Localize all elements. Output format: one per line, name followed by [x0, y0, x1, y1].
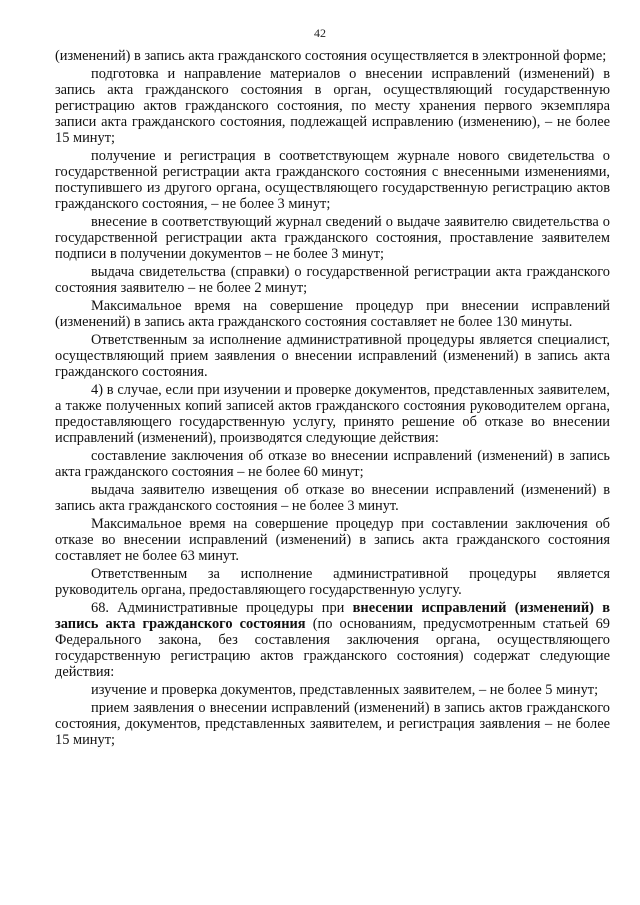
paragraph: Максимальное время на совершение процедур при внесении исправлений (изменений) в запись акта гражданского состояния составляет не более 130 минуты. — [55, 298, 610, 330]
paragraph: подготовка и направление материалов о внесении исправлений (изменений) в запись акта гражданского состояния в орган, осуществляющий государственную регистрацию актов гражданского состояния, по месту хранения первого экземпляра записи акта гражданского состояния, подлежащей исправлению (изменению), – не более 15 минут; — [55, 66, 610, 146]
paragraph: (изменений) в запись акта гражданского состояния осуществляется в электронной форме; — [55, 48, 607, 64]
paragraph: выдача свидетельства (справки) о государственной регистрации акта гражданского состояния заявителю – не более 2 минут; — [55, 264, 610, 296]
paragraph-68 — [55, 600, 610, 680]
paragraph-68-bold: внесении исправлений (изменений) в запись акта гражданского состояния — [55, 600, 610, 632]
page-number: 42 — [314, 26, 326, 40]
paragraph: 4) в случае, если при изучении и проверке документов, представленных заявителем, а также полученных копий записей актов гражданского состояния руководителем органа, предоставляющего государственную услугу, принято решение об отказе во внесении исправлений (изменений), производятся следующие действия: — [55, 382, 610, 446]
paragraph-68-prefix: 68. Административные процедуры при — [91, 600, 353, 616]
paragraph-68-suffix: (по основаниям, предусмотренным статьей 69 Федерального закона, без составления заключения органа, осуществляющего государственную регистрацию актов гражданского состояния) содержат следующие действия: — [55, 616, 610, 680]
paragraph: составление заключения об отказе во внесении исправлений (изменений) в запись акта гражданского состояния – не более 60 минут; — [55, 448, 610, 480]
paragraph: внесение в соответствующий журнал сведений о выдаче заявителю свидетельства о государственной регистрации акта гражданского состояния, проставление заявителем подписи в получении документов – не более 3 минут; — [55, 214, 610, 262]
paragraph: Ответственным за исполнение административной процедуры является руководитель органа, предоставляющего государственную услугу. — [55, 566, 610, 598]
paragraph: Ответственным за исполнение административной процедуры является специалист, осуществляющий прием заявления о внесении исправлений (изменений) в запись акта гражданского состояния. — [55, 332, 610, 380]
paragraph: получение и регистрация в соответствующем журнале нового свидетельства о государственной регистрации акта гражданского состояния с внесенными изменениями, поступившего из другого органа, осуществляющего государственную регистрацию актов гражданского состояния, – не более 3 минут; — [55, 148, 610, 212]
document-body — [55, 48, 610, 748]
paragraph: прием заявления о внесении исправлений (изменений) в запись актов гражданского состояния, документов, представленных заявителем, и регистрация заявления – не более 15 минут; — [55, 700, 610, 748]
paragraph: Максимальное время на совершение процедур при составлении заключения об отказе во внесении исправлений (изменений) в запись акта гражданского состояния составляет не более 63 минут. — [55, 516, 610, 564]
paragraph: изучение и проверка документов, представленных заявителем, – не более 5 минут; — [91, 682, 599, 698]
paragraph: выдача заявителю извещения об отказе во внесении исправлений (изменений) в запись акта гражданского состояния – не более 3 минут. — [55, 482, 610, 514]
